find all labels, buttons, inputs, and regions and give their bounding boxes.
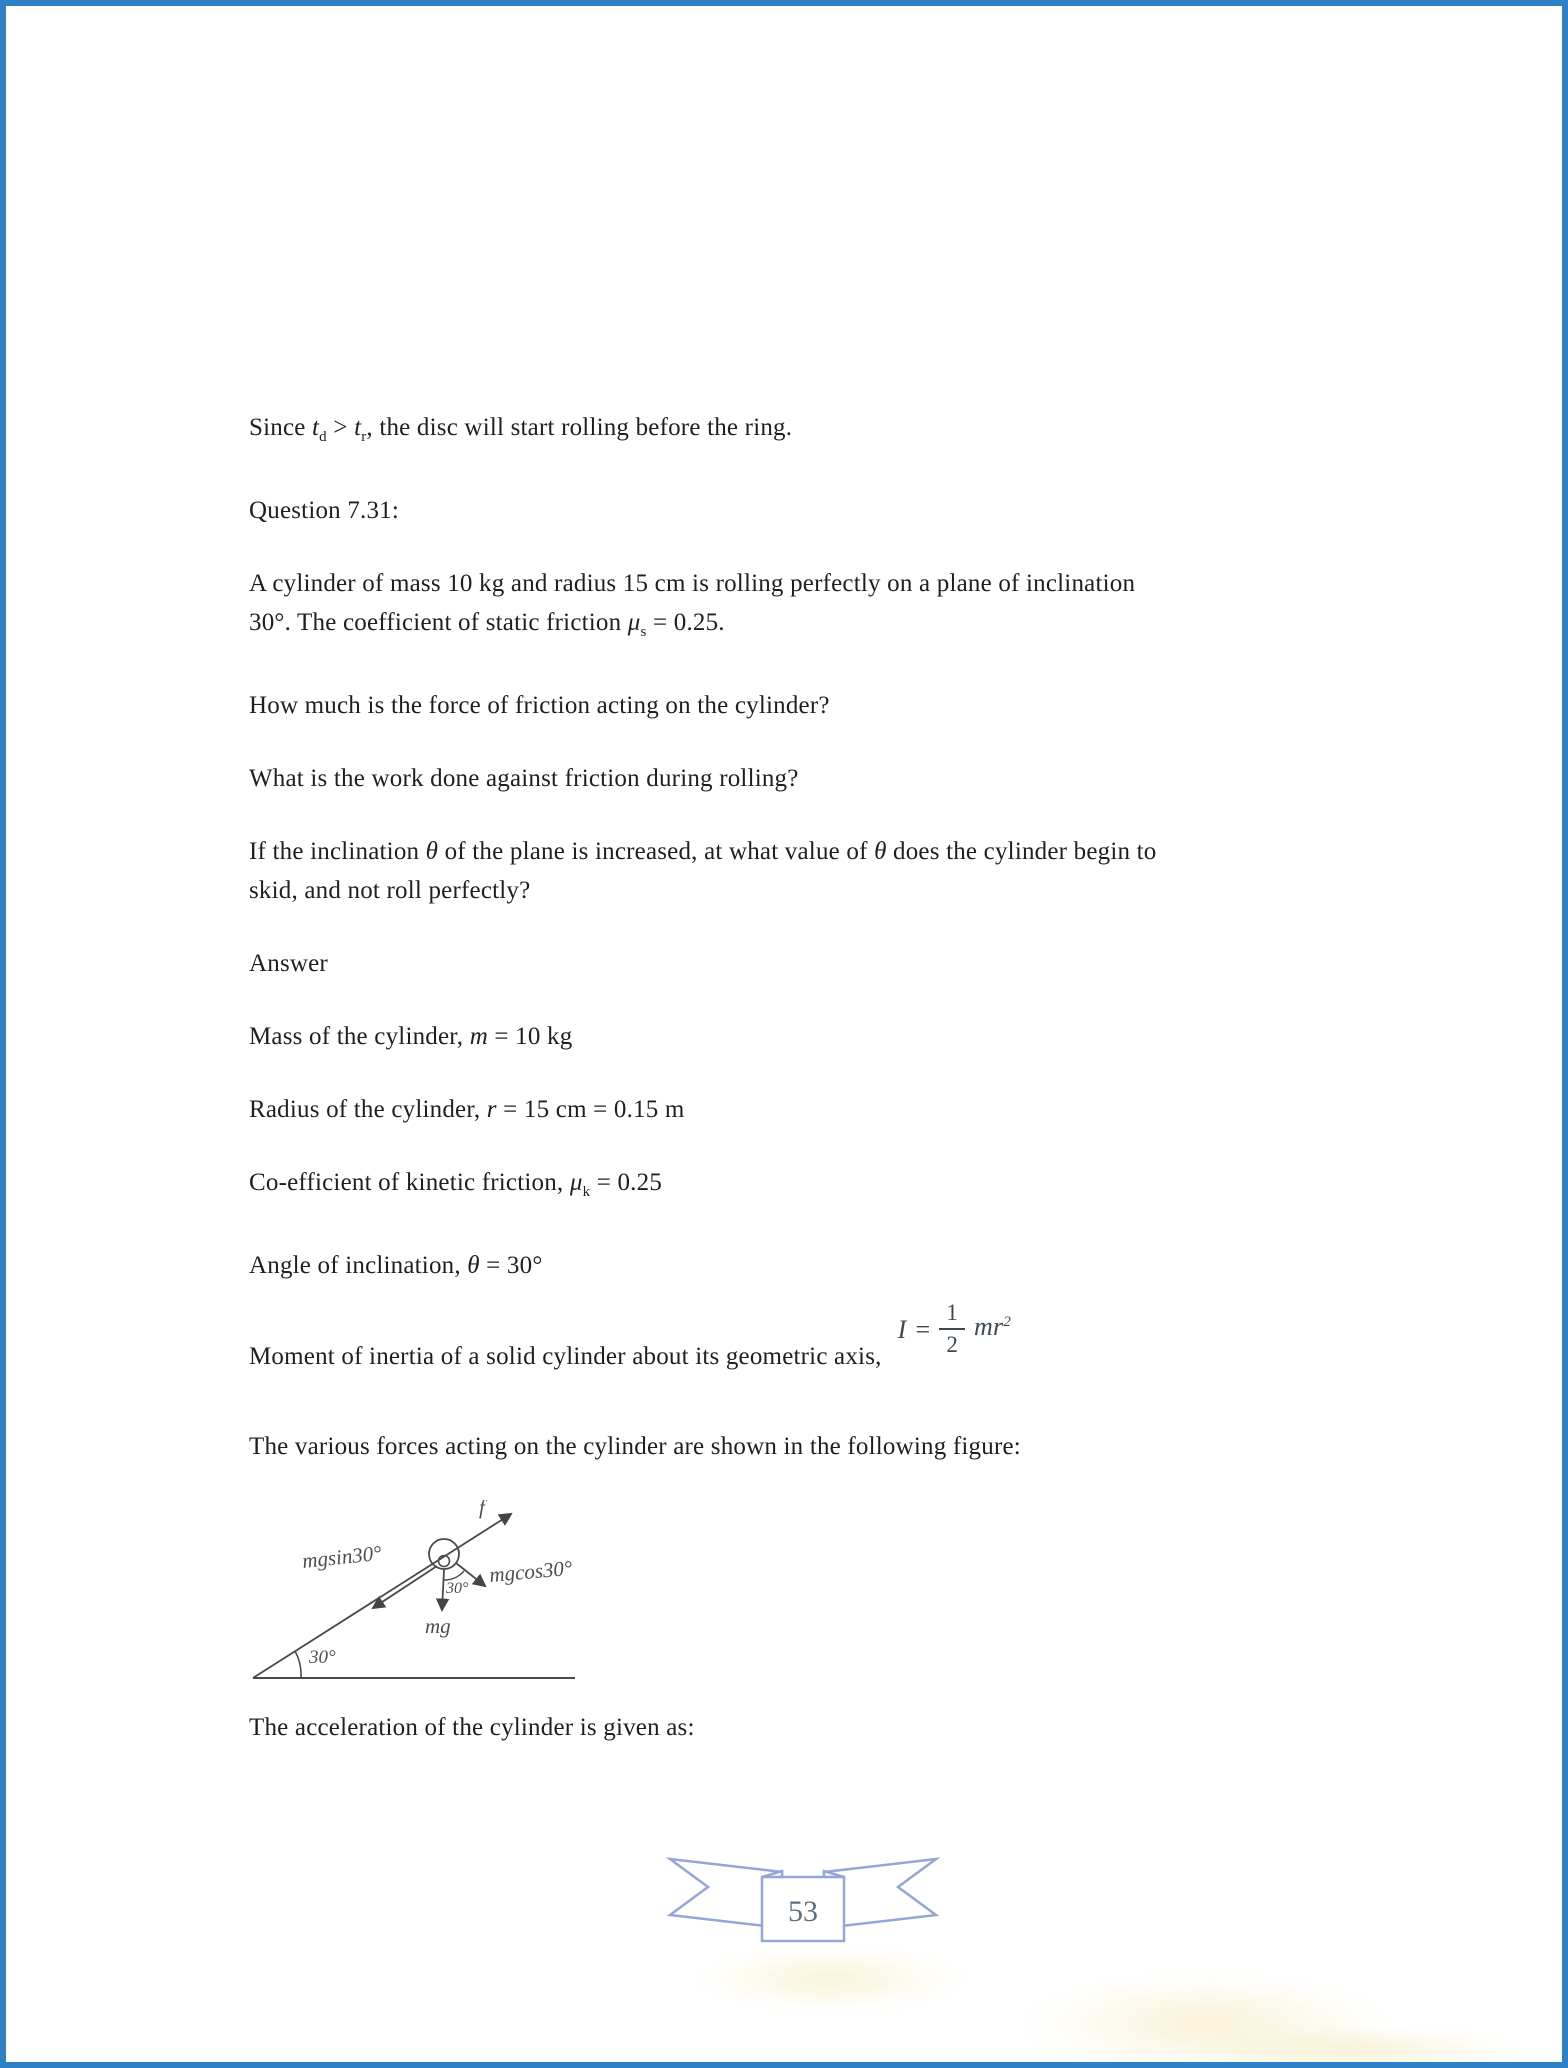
component-angle-label: 30° <box>446 1580 469 1598</box>
acceleration-line: The acceleration of the cylinder is given as: <box>249 1714 695 1742</box>
moment-of-inertia-text: Moment of inertia of a solid cylinder about its geometric axis, <box>249 1343 882 1370</box>
incline-forces-figure <box>245 1500 1409 1700</box>
scan-stain <box>696 1948 966 2010</box>
question-body: A cylinder of mass 10 kg and radius 15 cm is rolling perfectly on a plane of inclination 30°. The coefficient of static friction $\mu_s = 0.25$. <box>249 570 1136 640</box>
question-friction: How much is the force of friction acting on the cylinder? <box>249 692 830 719</box>
mgsin-label: mgsin30° <box>301 1541 383 1574</box>
incline-angle-label: 30° <box>309 1647 336 1669</box>
scan-stain <box>1196 2028 1516 2068</box>
mass-line: Mass of the cylinder, m = 10 kg <box>249 1023 573 1050</box>
formula-equals: = <box>915 1314 931 1344</box>
scan-stain <box>1026 1974 1386 2068</box>
question-heading: Question 7.31: <box>249 497 400 524</box>
inertia-formula <box>898 1301 1011 1357</box>
mgsin-arrow <box>373 1566 437 1608</box>
formula-fraction <box>939 1301 965 1357</box>
fraction-numerator: 1 <box>939 1301 965 1330</box>
component-angle-arc <box>444 1571 464 1580</box>
formula-exponent: 2 <box>1003 1314 1012 1331</box>
radius-line: Radius of the cylinder, r = 15 cm = 0.15 m <box>249 1096 685 1123</box>
moment-of-inertia-line <box>249 1300 1409 1393</box>
mgcos-label: mgcos30° <box>488 1556 574 1588</box>
answer-heading: Answer <box>249 950 328 977</box>
formula-lhs: I <box>897 1314 907 1344</box>
since-disc-line: Since $t_d > t_r$, the disc will start rolling before the ring. <box>249 414 793 445</box>
question-work: What is the work done against friction during rolling? <box>249 765 799 792</box>
cylinder-circle <box>429 1539 459 1569</box>
kinetic-friction-line: Co-efficient of kinetic friction, $\mu_k = 0.25$ <box>249 1169 663 1200</box>
mg-arrow <box>442 1570 444 1610</box>
page-number: 53 <box>788 1895 818 1928</box>
page-body-text <box>249 408 1409 1781</box>
question-skid: If the inclination θ of the plane is increased, at what value of θ does the cylinder begin to skid, and not roll perfectly? <box>249 838 1157 904</box>
forces-figure-intro: The various forces acting on the cylinder are shown in the following figure: <box>249 1433 1021 1461</box>
incline-line-friction-arrow <box>253 1514 511 1678</box>
page-number-ribbon <box>658 1851 948 1956</box>
fraction-denominator: 2 <box>946 1332 959 1358</box>
formula-rhs: mr2 <box>974 1307 1011 1351</box>
mg-label: mg <box>425 1614 451 1639</box>
friction-label: f <box>479 1500 485 1520</box>
incline-angle-arc <box>295 1651 301 1678</box>
angle-line: Angle of inclination, θ = 30° <box>249 1252 543 1279</box>
